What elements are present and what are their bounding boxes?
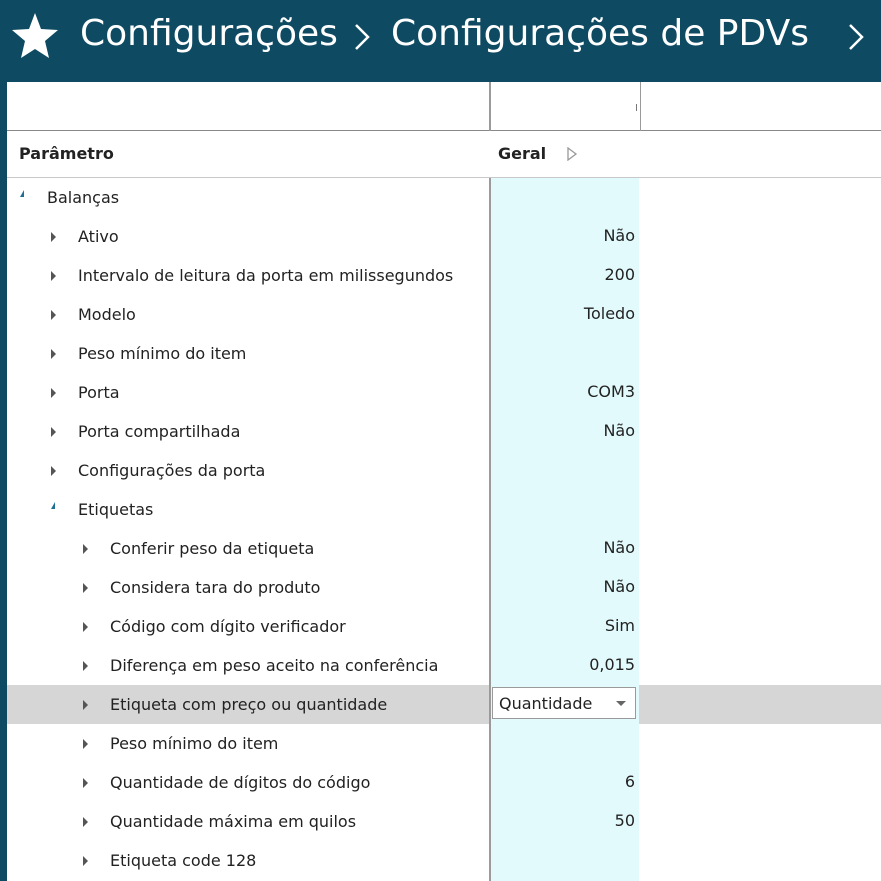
tree-row[interactable] bbox=[7, 607, 881, 646]
row-value[interactable]: Não bbox=[603, 538, 635, 557]
title-bar bbox=[0, 0, 881, 82]
next-column-icon[interactable] bbox=[566, 147, 578, 161]
row-label: Código com dígito verificador bbox=[110, 617, 346, 636]
tree-row[interactable] bbox=[7, 724, 881, 763]
tree-row[interactable] bbox=[7, 412, 881, 451]
tree-row[interactable] bbox=[7, 529, 881, 568]
breadcrumb-configuracoes[interactable]: Configurações bbox=[80, 13, 338, 54]
column-divider bbox=[489, 82, 491, 131]
row-label: Diferença em peso aceito na conferência bbox=[110, 656, 439, 675]
tree-row[interactable] bbox=[7, 490, 881, 529]
expand-arrow-icon[interactable] bbox=[83, 622, 88, 632]
expand-arrow-icon[interactable] bbox=[83, 778, 88, 788]
row-value[interactable]: COM3 bbox=[587, 382, 635, 401]
tree-row[interactable] bbox=[7, 685, 881, 724]
dropdown-caret-icon[interactable] bbox=[616, 701, 626, 706]
expand-arrow-icon[interactable] bbox=[83, 544, 88, 554]
expand-arrow-icon[interactable] bbox=[51, 271, 56, 281]
row-label: Etiquetas bbox=[78, 500, 154, 519]
row-value[interactable]: Não bbox=[603, 226, 635, 245]
tree-row[interactable] bbox=[7, 568, 881, 607]
tree-row[interactable] bbox=[7, 217, 881, 256]
collapse-arrow-icon[interactable] bbox=[20, 190, 24, 197]
row-value[interactable]: 200 bbox=[604, 265, 635, 284]
row-value[interactable]: Sim bbox=[604, 616, 635, 635]
column-header-parametro[interactable]: Parâmetro bbox=[19, 144, 114, 163]
row-label: Balanças bbox=[47, 188, 120, 207]
expand-arrow-icon[interactable] bbox=[51, 466, 56, 476]
row-label: Porta bbox=[78, 383, 120, 402]
breadcrumb-next-icon[interactable] bbox=[846, 22, 866, 52]
row-label: Considera tara do produto bbox=[110, 578, 321, 597]
column-header-geral[interactable]: Geral bbox=[498, 144, 547, 163]
breadcrumb-separator-icon bbox=[352, 22, 372, 52]
tree-row[interactable] bbox=[7, 334, 881, 373]
row-label: Porta compartilhada bbox=[78, 422, 241, 441]
tree-row[interactable] bbox=[7, 256, 881, 295]
row-highlight bbox=[639, 685, 881, 724]
expand-arrow-icon[interactable] bbox=[51, 427, 56, 437]
expand-arrow-icon[interactable] bbox=[83, 700, 88, 710]
tree-row[interactable] bbox=[7, 451, 881, 490]
row-value[interactable]: Não bbox=[603, 577, 635, 596]
column-divider[interactable] bbox=[640, 82, 641, 131]
row-value[interactable]: 50 bbox=[614, 811, 635, 830]
expand-arrow-icon[interactable] bbox=[83, 661, 88, 671]
tree-row[interactable] bbox=[7, 178, 881, 217]
tree-row[interactable] bbox=[7, 295, 881, 334]
favorite-star-icon[interactable] bbox=[10, 11, 60, 61]
parameters-grid bbox=[7, 82, 881, 881]
expand-arrow-icon[interactable] bbox=[51, 388, 56, 398]
expand-arrow-icon[interactable] bbox=[51, 349, 56, 359]
row-label: Quantidade de dígitos do código bbox=[110, 773, 371, 792]
row-label: Conferir peso da etiqueta bbox=[110, 539, 315, 558]
collapse-arrow-icon[interactable] bbox=[51, 502, 55, 509]
expand-arrow-icon[interactable] bbox=[51, 310, 56, 320]
row-label: Quantidade máxima em quilos bbox=[110, 812, 357, 831]
row-label: Ativo bbox=[78, 227, 119, 246]
row-label: Configurações da porta bbox=[78, 461, 266, 480]
row-label: Peso mínimo do item bbox=[110, 734, 279, 753]
expand-arrow-icon[interactable] bbox=[51, 232, 56, 242]
row-value[interactable]: 6 bbox=[624, 772, 635, 791]
row-value[interactable]: Não bbox=[603, 421, 635, 440]
filter-cell-marker bbox=[636, 104, 637, 111]
row-value[interactable]: 0,015 bbox=[589, 655, 635, 674]
row-value[interactable]: Toledo bbox=[583, 304, 635, 323]
tree-row[interactable] bbox=[7, 763, 881, 802]
filter-row bbox=[7, 82, 881, 131]
tree-row[interactable] bbox=[7, 802, 881, 841]
expand-arrow-icon[interactable] bbox=[83, 856, 88, 866]
row-label: Etiqueta code 128 bbox=[110, 851, 257, 870]
expand-arrow-icon[interactable] bbox=[83, 583, 88, 593]
tree-row[interactable] bbox=[7, 841, 881, 880]
row-label: Etiqueta com preço ou quantidade bbox=[110, 695, 388, 714]
breadcrumb-configuracoes-pdvs[interactable]: Configurações de PDVs bbox=[391, 13, 809, 54]
left-frame-edge bbox=[0, 82, 7, 881]
expand-arrow-icon[interactable] bbox=[83, 817, 88, 827]
dropdown-selected-value: Quantidade bbox=[499, 694, 593, 713]
column-header-row bbox=[7, 131, 881, 178]
expand-arrow-icon[interactable] bbox=[83, 739, 88, 749]
row-label: Peso mínimo do item bbox=[78, 344, 247, 363]
tree-row[interactable] bbox=[7, 646, 881, 685]
row-label: Intervalo de leitura da porta em milissegundos bbox=[78, 266, 454, 285]
row-label: Modelo bbox=[78, 305, 136, 324]
value-dropdown[interactable] bbox=[492, 687, 636, 719]
tree-row[interactable] bbox=[7, 373, 881, 412]
